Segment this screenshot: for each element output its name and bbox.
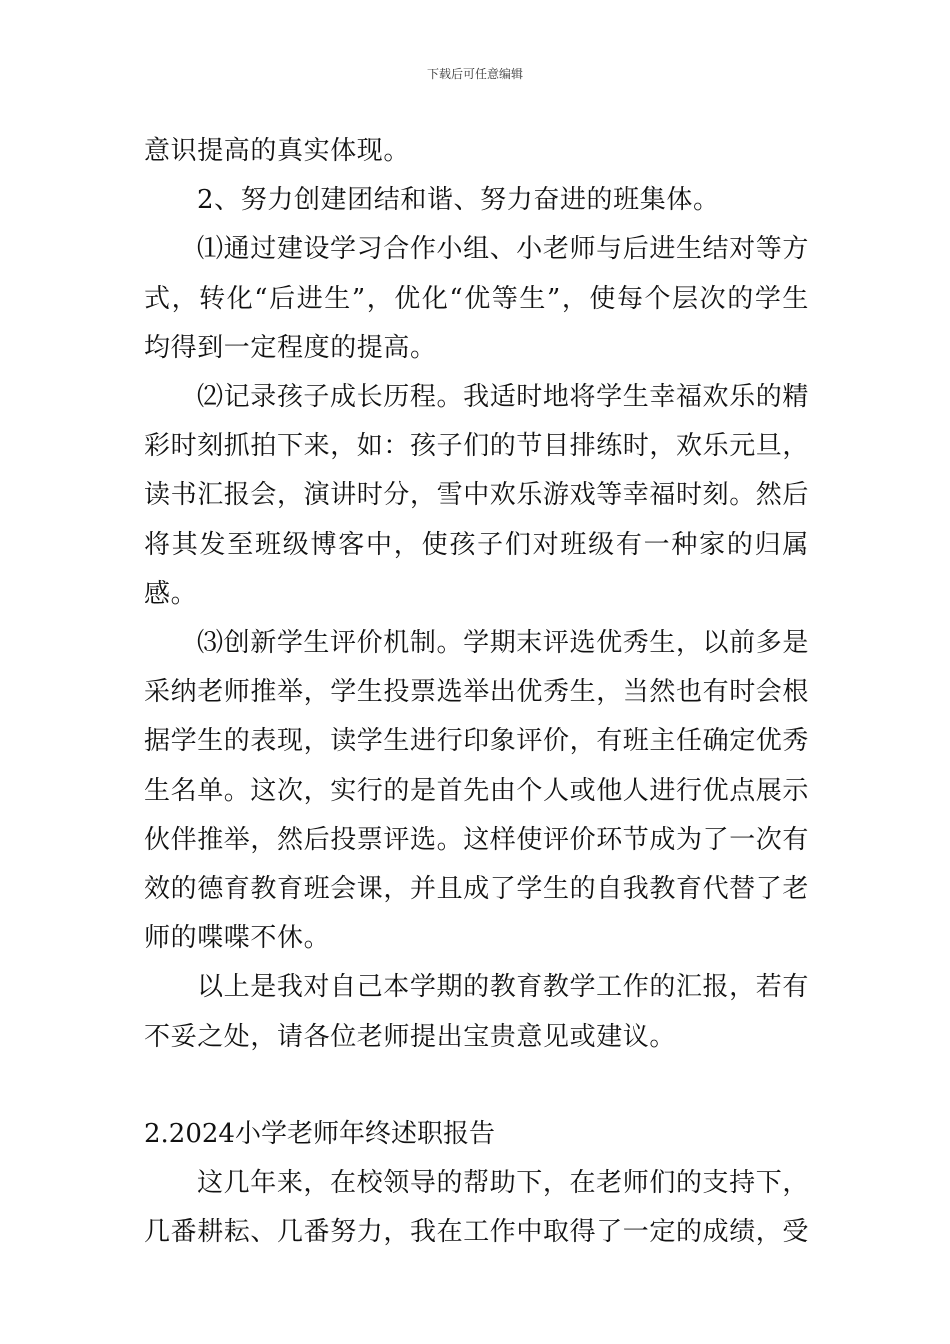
paragraph-sub-3: ⑶创新学生评价机制。学期末评选优秀生，以前多是采纳老师推举，学生投票选举出优秀生，当然也有时会根据学生的表现，读学生进行印象评价，有班主任确定优秀生名单。这次，实行的是首先由个人或他人进行优点展示伙伴推举，然后投票评选。这样使评价环节成为了一次有效的德育教育班会课，并且成了学生的自我教育代替了老师的喋喋不休。 bbox=[144, 628, 810, 954]
section-spacer bbox=[144, 1062, 809, 1110]
paragraph-sub-1: ⑴通过建设学习合作小组、小老师与后进生结对等方式，转化“后进生”，优化“优等生”，使每个层次的学生均得到一定程度的提高。 bbox=[144, 234, 809, 363]
paragraph-sub-2: ⑵记录孩子成长历程。我适时地将学生幸福欢乐的精彩时刻抓拍下来，如：孩子们的节目排练时，欢乐元旦，读书汇报会，演讲时分，雪中欢乐游戏等幸福时刻。然后将其发至班级博客中，使孩子们对班级有一种家的归属感。 bbox=[144, 382, 810, 609]
document-body bbox=[144, 127, 809, 1257]
section-paragraph: 这几年来，在校领导的帮助下，在老师们的支持下，几番耕耘、几番努力，我在工作中取得了一定的成绩，受 bbox=[144, 1168, 810, 1248]
paragraph-closing: 以上是我对自己本学期的教育教学工作的汇报，若有不妥之处，请各位老师提出宝贵意见或建议。 bbox=[144, 972, 809, 1052]
paragraph-continuation: 意识提高的真实体现。 bbox=[144, 136, 411, 166]
section-title: 2.2024小学老师年终述职报告 bbox=[144, 1118, 495, 1149]
paragraph-item-2: 2、努力创建团结和谐、努力奋进的班集体。 bbox=[197, 185, 720, 216]
header-note: 下载后可任意编辑 bbox=[426, 67, 523, 81]
